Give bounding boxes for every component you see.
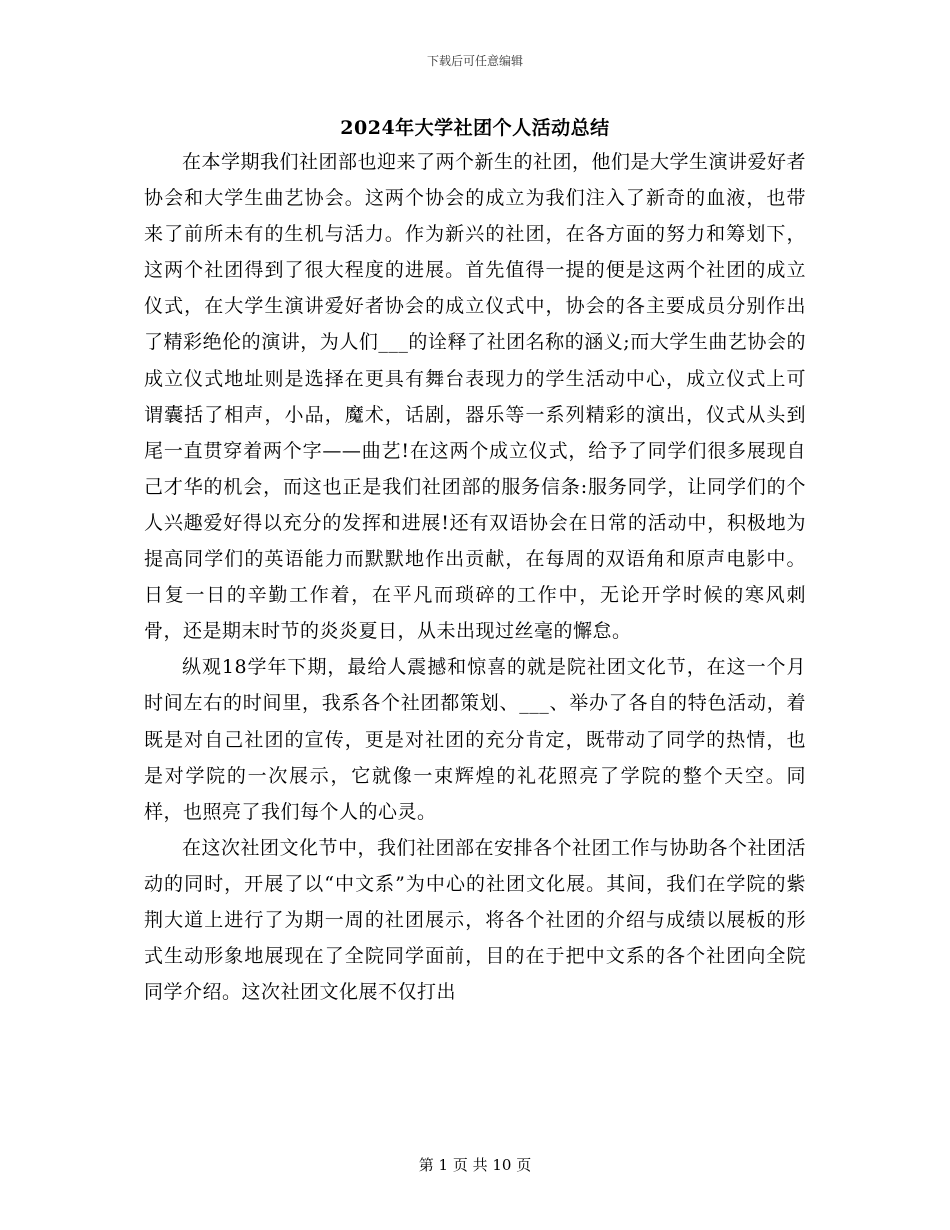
header-note: 下载后可任意编辑: [426, 54, 523, 68]
paragraph-2: 纵观18学年下期，最给人震撼和惊喜的就是院社团文化节，在这一个月时间左右的时间里，我系各个社团都策划、___、举办了各自的特色活动，着既是对自己社团的宣传，更是对社团的充分肯定，既带动了同学的热情，也是对学院的一次展示，它就像一束辉煌的礼花照亮了学院的整个天空。同样，也照亮了我们每个人的心灵。: [144, 656, 806, 823]
document-title: 2024年大学社团个人活动总结: [340, 117, 610, 139]
document-body: [144, 144, 806, 1010]
page-footer: 第 1 页 共 10 页: [418, 1156, 532, 1174]
paragraph-3: 在这次社团文化节中，我们社团部在安排各个社团工作与协助各个社团活动的同时，开展了以“中文系”为中心的社团文化展。其间，我们在学院的紫荆大道上进行了为期一周的社团展示，将各个社团的介绍与成绩以展板的形式生动形象地展现在了全院同学面前，目的在于把中文系的各个社团向全院同学介绍。这次社团文化展不仅打出: [144, 836, 807, 1004]
paragraph-1: 在本学期我们社团部也迎来了两个新生的社团，他们是大学生演讲爱好者协会和大学生曲艺协会。这两个协会的成立为我们注入了新奇的血液，也带来了前所未有的生机与活力。作为新兴的社团，在各方面的努力和筹划下，这两个社团得到了很大程度的进展。首先值得一提的便是这两个社团的成立仪式，在大学生演讲爱好者协会的成立仪式中，协会的各主要成员分别作出了精彩绝伦的演讲，为人们___的诠释了社团名称的涵义;而大学生曲艺协会的成立仪式地址则是选择在更具有舞台表现力的学生活动中心，成立仪式上可谓囊括了相声，小品，魔术，话剧，器乐等一系列精彩的演出，仪式从头到尾一直贯穿着两个字——曲艺!在这两个成立仪式，给予了同学们很多展现自己才华的机会，而这也正是我们社团部的服务信条:服务同学，让同学们的个人兴趣爱好得以充分的发挥和进展!还有双语协会在日常的活动中，积极地为提高同学们的英语能力而默默地作出贡献，在每周的双语角和原声电影中。日复一日的辛勤工作着，在平凡而琐碎的工作中，无论开学时候的寒风刺骨，还是期末时节的炎炎夏日，从未出现过丝毫的懈怠。: [144, 151, 807, 643]
